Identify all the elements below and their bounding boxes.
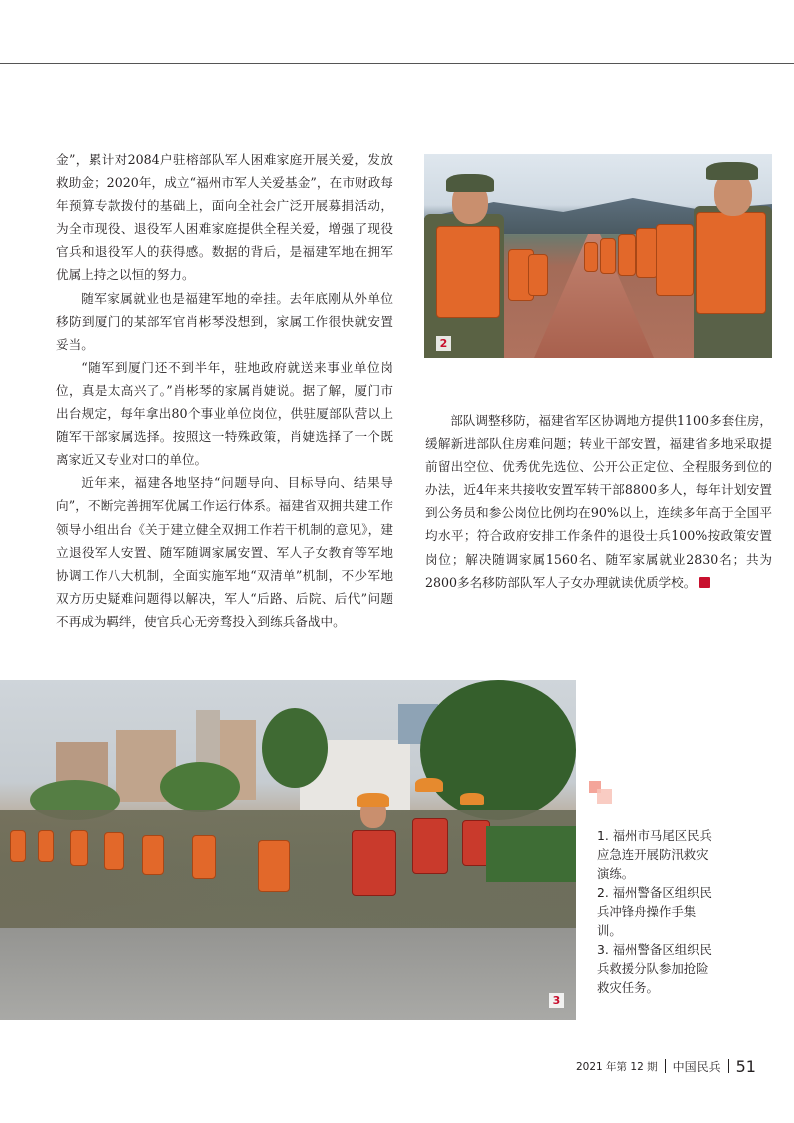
caption-3: 3. 福州警备区组织民兵救援分队参加抢险救灾任务。 [597,942,712,995]
life-vest [258,840,290,892]
article-left-column [56,148,393,633]
rescue-helmet [415,778,443,792]
life-vest [656,224,694,296]
life-vest [528,254,548,296]
paragraph: 近年来，福建各地坚持“问题导向、目标导向、结果导向”，不断完善拥军优属工作运行体系。福建省双拥共建工作领导小组出台《关于建立健全双拥工作若干机制的意见》，建立退役军人安置、随军随调家属安置、军人子女教育等军地协调工作八大机制，全面实施军地“双清单”机制，不少军地双方历史疑难问题得以解决，军人“后路、后院、后代”问题不再成为羁绊，使官兵心无旁骛投入到练兵备战中。 [56,475,393,629]
life-vest [70,830,88,866]
photo-number: 2 [436,336,451,351]
life-vest [10,830,26,862]
page-number: 51 [735,1056,756,1076]
photo-hedge [486,826,576,882]
life-vest [696,212,766,314]
photo-number: 3 [549,993,564,1008]
photo-captions [597,826,712,997]
life-vest [352,830,396,896]
paragraph: “随军到厦门还不到半年，驻地政府就送来事业单位岗位，真是太高兴了。”肖彬琴的家属肖婕说。据了解，厦门市出台规定，每年拿出80个事业单位岗位，供驻厦部队营以上随军干部家属选择。按照这一特殊政策，肖婕选择了一个既离家近又专业对口的单位。 [56,359,393,468]
life-vest [38,830,54,862]
page-footer [576,1056,756,1076]
photo-tree [262,708,328,788]
soldier-cap [706,162,758,180]
paragraph [425,409,772,594]
issue-label: 2021 年第 12 期 [576,1060,658,1073]
life-vest [436,226,500,318]
caption-2: 2. 福州警备区组织民兵冲锋舟操作手集训。 [597,885,712,938]
life-vest [192,835,216,879]
footer-divider [728,1059,729,1073]
magazine-name: 中国民兵 [672,1059,721,1074]
photo-militia-training [424,154,772,358]
article-right-column [425,409,772,594]
paragraph-text: 部队调整移防，福建省军区协调地方提供1100多套住房，缓解新进部队住房难问题；转业干部安置，福建省多地采取提前留出空位、优秀优先选位、公开公正定位、全程服务到位的办法，近4年来共接收安置军转干部8800多人，每年计划安置到公务员和参公岗位比例均在90%以上，连续多年高于全国平均水平；符合政府安排工作条件的退役士兵100%按政策安置岗位；解决随调家属1560名、随军家属就业2830名；共为2800多名移防部队军人子女办理就读优质学校。 [425,413,772,590]
rescue-helmet [460,793,484,805]
photo-tree [420,680,576,820]
footer-divider [665,1059,666,1073]
decorative-square [597,789,612,804]
life-vest [142,835,164,875]
paragraph: 金”，累计对2084户驻榕部队军人困难家庭开展关爱，发放救助金；2020年，成立“福州市军人关爱基金”，在市财政每年预算专款拨付的基础上，面向全社会广泛开展募捐活动，为全市现役、退役军人困难家庭提供全程关爱，增强了现役官兵和退役军人的获得感。数据的背后，是福建军地在拥军优属上持之以恒的努力。 [56,152,393,283]
life-vest [584,242,598,272]
life-vest [600,238,616,274]
life-vest [412,818,448,874]
photo-tree [160,762,240,812]
life-vest [104,832,124,870]
life-vest [636,228,658,278]
caption-1: 1. 福州市马尾区民兵应急连开展防汛救灾演练。 [597,828,712,881]
rescue-helmet [357,793,389,807]
paragraph: 随军家属就业也是福建军地的牵挂。去年底刚从外单位移防到厦门的某部军官肖彬琴没想到，家属工作很快就安置妥当。 [56,290,393,352]
soldier-cap [446,174,494,192]
end-of-article-icon [699,577,710,588]
life-vest [618,234,636,276]
photo-rescue-team [0,680,576,1020]
header-rule [0,63,794,64]
